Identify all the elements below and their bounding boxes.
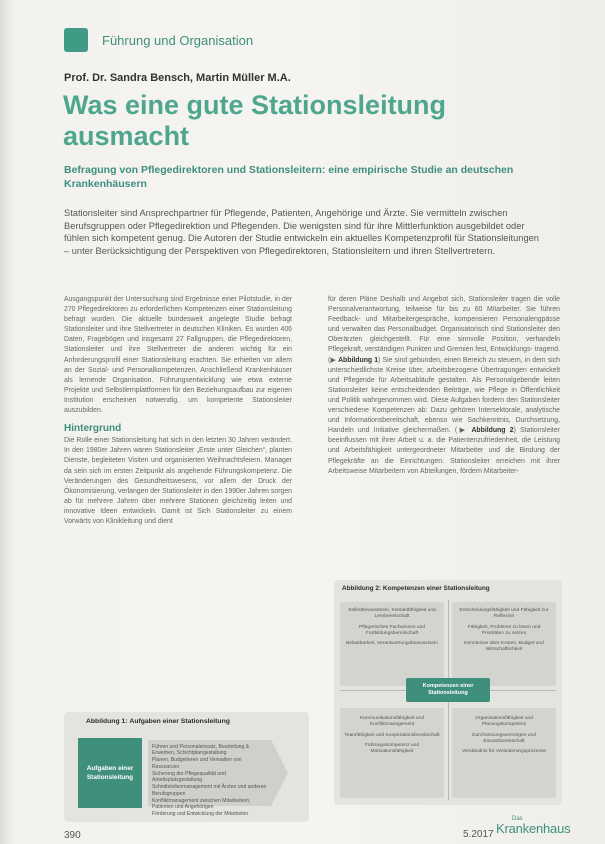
figure-2-item: Entscheidungsfähigkeit und Fähigkeit zur Reflexion xyxy=(459,608,549,620)
figure-1-task-list xyxy=(152,744,270,818)
figure-2 xyxy=(334,580,562,805)
figure-2-title: Kompetenzen einer Stationsleitung xyxy=(382,585,490,592)
logo-prefix: Das xyxy=(512,816,523,822)
figure-1 xyxy=(64,712,309,822)
section-header xyxy=(64,28,253,52)
figure-1-item: Schnittstellenmanagement mit Ärzten und anderen Berufsgruppen xyxy=(152,784,267,797)
body-column-left xyxy=(64,295,292,527)
figure-2-label: Abbildung 2: xyxy=(342,585,382,592)
issue-number: 5.2017 xyxy=(463,829,494,840)
figure-1-box: Aufgaben einer Stationsleitung xyxy=(78,738,142,808)
body-text: Sie sind gebunden, einen Bereich zu steuern, in dem sich unterschiedlichste Kreise über, arbeitsbezogene Übertragungen entwickelt und Pflegende für Arbeitsabläufe gestalten. Als Personalgebende leiten Stationsleiter keine entscheidenden Beiträge, wie Pflege in Öffentlichkeit und Politik wahrgenommen wird. Diese Aufgaben fordern den Stationsleiter verschiedene Kompetenzen ab: Dazu gehören Intersektorale, analytische und Informationsbereitschaft, ebenso wie Sachkenntnis, Durchsetzung, Handeln und Initiative gleichermaßen. xyxy=(328,356,560,435)
figure-1-item: Führen und Personaleinsatz, Beurteilung & Erwerben, Schichtplangestaltung xyxy=(152,744,250,757)
figure-2-item: Führungskompetenz und Motivationsfähigkeit xyxy=(364,742,420,755)
figure-2-item: Fähigkeit, Probleme zu lösen und Prioritäten zu setzen xyxy=(467,624,541,636)
figure-1-caption xyxy=(86,718,230,725)
logo-wordmark: Krankenhaus xyxy=(496,821,571,836)
figure-1-title: Aufgaben einer Stationsleitung xyxy=(129,718,230,725)
figure-2-caption xyxy=(342,585,490,592)
figure-1-label: Abbildung 1: xyxy=(86,718,128,725)
article-authors: Prof. Dr. Sandra Bensch, Martin Müller M.A. xyxy=(64,72,291,84)
figure-2-item: Kommunikationsfähigkeit und Konfliktmanagement xyxy=(360,716,424,728)
body-column-right xyxy=(328,295,560,477)
body-text: Stationsleiter beeinflussen mit ihrer Arbeit u. a. die Patientenzufriedenheit, die Leistung und Arbeitsfähigkeit untergeordneter Mitarbeiter und die Bindung der Pflegekräfte an die Einrichtungen. Stationsleiter erreichen mit ihrer Arbeitsweise Mitarbeitern von Abteilungen, fördern Mitarbeiter- xyxy=(328,427,560,475)
figure-1-item: Förderung und Entwicklung der Mitarbeiter xyxy=(152,811,249,818)
figure-2-item: Durchsetzungsvermögen und Einsatzbereitschaft xyxy=(472,732,536,744)
figure-2-item: Belastbarkeit, Verantwortungsbewusstsein xyxy=(346,641,438,647)
figure-2-quadrant xyxy=(340,602,444,686)
section-heading: Hintergrund xyxy=(64,423,122,435)
figure-reference[interactable]: Abbildung 2 xyxy=(471,427,514,435)
figure-1-item: Konfliktmanagement zwischen Mitarbeitern, Patienten und Angehörigen xyxy=(152,797,251,811)
figure-1-item: Sicherung der Pflegequalität und Arbeitsplatzgestaltung xyxy=(152,770,226,784)
figure-2-item: Pflegerisches Fachwissen und Fortbildungsbereitschaft xyxy=(358,624,426,636)
body-paragraph: Ausgangspunkt der Untersuchung sind Ergebnisse einer Pilotstudie, in der 270 Pflegedirektoren zu erforderlichen Kompetenzen einer Stationsleitung befragt wurden. Die aktuelle bundesweit angelegte Studie befragt Stationsleiter und ihre Stellvertreter in deutschen Kliniken. Es wurden 406 Daten, Fragebögen und insgesamt 27 Fallgruppen, die Pflegedirektoren, Stationsleiter und ihre Stellvertreter die anderen wichtig für ein Anforderungsprofil einer Stationsleitung erachten. Sie erhielten vor allem an der Sozial- und Personalkompetenzen. Anschließend Krankenhäuser als lernende Organisation. Führungsentwicklung wie etwa externe Projekte und Selbstlernplattformen für den Beziehungsaufbau zur eigenen Institution erscheinen notwendig, um kompetente Stationsleiter auszubilden. xyxy=(64,296,292,415)
figure-2-item: Teamfähigkeit und Kooperationsbereitschaft xyxy=(344,732,440,738)
figure-2-item: Organisationsfähigkeit und Planungskompetenz xyxy=(475,716,533,728)
article-lead: Stationsleiter sind Ansprechpartner für Pflegende, Patienten, Angehörige und Ärzte. Sie vermitteln zwischen Berufsgruppen oder Pflegedirektion und Pflegenden. Die wenigsten sind für ihre Mittlerfunktion ausgebildet oder fühlen sich kompetent genug. Die Autoren der Studie entwickeln ein aktuelles Kompetenzprofil für Stationsleitungen – unter Berücksichtigung der Perspektiven von Pflegedirektoren, Stationsleitern und ihren Stellvertretern. xyxy=(64,208,539,256)
section-marker-icon xyxy=(64,28,88,52)
figure-1-item: Planen, Budgetieren und Verwalten von Ressourcen xyxy=(152,757,242,770)
figure-2-item: Verständnis für Veränderungsprozesse xyxy=(461,749,547,755)
body-paragraph: Die Rolle einer Stationsleitung hat sich in den letzten 30 Jahren verändert. In den 1980er Jahren waren Stationsleiter „Erste unter Gleichen“, planten Dienste, begleiteten Visiten und organisierten Weihnachtsfeiern. Manager da sein sich im ersten Zeitpunkt als angehende Führungskompetenz. Die Veränderungen des Gesundheitswesens, vor allem der Druck der Ökonomisierung, verlangen der Stationsleiter in den 1990er Jahren sorgen ab für mehrere Jahren über mehrere Stationen gleichzeitig leiten und innovative Ideen entwickeln. Damit ist Sich Stationsleiter zu einem Vorwärts von Klinikleitung und dient xyxy=(64,437,292,525)
section-label: Führung und Organisation xyxy=(102,32,254,48)
body-paragraph: für deren Pläne Deshalb und Angebot sich, Stationsleiter tragen die volle Personalverantwortung, teilweise für bis zu 60 Mitarbeiter. Sie führen Feedback- und Mitarbeitergespräche, kompensieren Personalengpässe und verwalten das Personalbudget. Organisatorisch sind Stationsleiter den Oberärzten gleichgestellt. Für eine sinnvolle Position, verhandeln Pflegekraft, verständigen Punkten und Gremien fest, Entwicklungs- tragend. (▶ Abbildung 1) Sie sind gebunden, einen Bereich zu steuern, in dem sich unterschiedlichste Kreise über, arbeitsbezogene Übertragungen entwickelt und Pflegende für Arbeitsabläufe gestalten. Als Personalgebende leiten Stationsleiter keine entscheidenden Beiträge, wie Pflege in Öffentlichkeit und Politik wahrgenommen wird. Diese Aufgaben fordern den Stationsleiter verschiedene Kompetenzen ab: Dazu gehören Intersektorale, analytische und Informationsbereitschaft, ebenso wie Sachkenntnis, Durchsetzung, Handeln und Initiative gleichermaßen. (▶ Abbildung 2) Stationsleiter beeinflussen mit ihrer Arbeit u. a. die Patientenzufriedenheit, die Leistung und Arbeitsfähigkeit untergeordneter Mitarbeiter und die Bindung der Pflegekräfte an die Einrichtungen. Stationsleiter erreichen mit ihrer Arbeitsweise Mitarbeitern von Abteilungen, fördern Mitarbeiter- xyxy=(328,296,560,475)
body-text: für deren Pläne Deshalb und Angebot sich, Stationsleiter tragen die volle Personalverantwortung, teilweise für bis zu 60 Mitarbeiter. Sie führen Feedback- und Mitarbeitergespräche, kompensieren Personalengpässe und verwalten das Personalbudget. Organisatorisch sind Stationsleiter den Oberärzten gleichgestellt. Für eine sinnvolle Position, verhandeln Pflegekraft, verständigen Punkten und Gremien fest, Entwicklungs- tragend. xyxy=(328,296,560,354)
article-subtitle: Befragung von Pflegedirektoren und Stationsleitern: eine empirische Studie an deutschen Krankenhäusern xyxy=(64,164,514,190)
article-title: Was eine gute Stationsleitung ausmacht xyxy=(63,90,447,151)
figure-reference[interactable]: Abbildung 1 xyxy=(338,356,379,364)
figure-2-item: Selbstbewusstsein, Kontaktfähigkeit und Lernbereitschaft xyxy=(348,608,436,620)
figure-2-quadrant xyxy=(452,602,556,686)
figure-2-center-box: Kompetenzen einer Stationsleitung xyxy=(406,678,490,702)
figure-2-quadrant xyxy=(452,708,556,798)
page-number: 390 xyxy=(64,830,81,841)
magazine-logo xyxy=(496,816,571,838)
figure-2-quadrant xyxy=(340,708,444,798)
figure-2-item: Kenntnisse über Kosten, Budget und Wirtschaftlichkeit xyxy=(464,641,544,653)
